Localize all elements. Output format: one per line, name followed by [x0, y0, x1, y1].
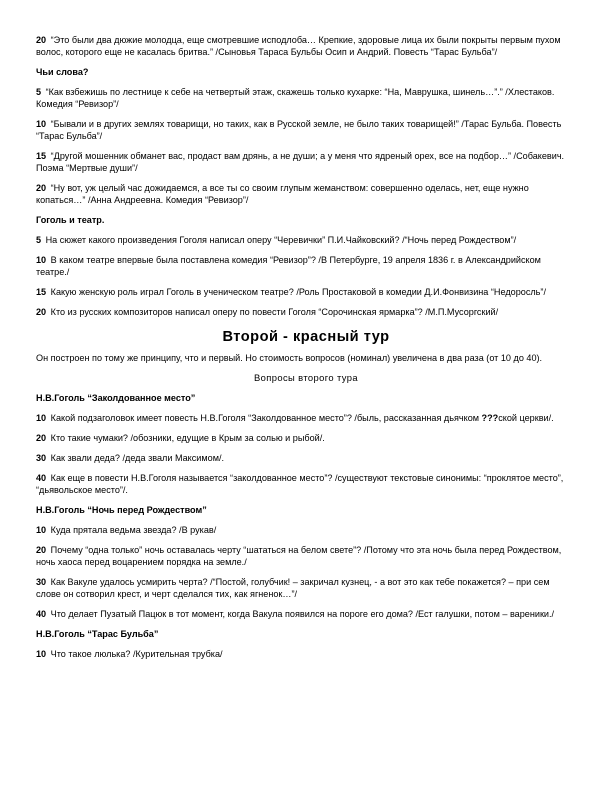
question-text: Что делает Пузатый Пацюк в тот момент, когда Вакула появился на пороге его дома? /Ест галушки, потом – вареники./ — [50, 609, 555, 619]
question-item — [36, 544, 576, 568]
question-text: Кто такие чумаки? /обозники, едущие в Крым за солью и рыбой/. — [50, 433, 325, 443]
question-points: 15 — [36, 151, 47, 161]
question-points: 5 — [36, 235, 42, 245]
question-text: Куда прятала ведьма звезда? /В рукав/ — [50, 525, 217, 535]
question-points: 10 — [36, 413, 47, 423]
section-heading: Н.В.Гоголь “Ночь перед Рождеством” — [36, 505, 207, 515]
question-points: 20 — [36, 183, 47, 193]
document-body — [36, 34, 576, 668]
question-text: “Другой мошенник обманет вас, продаст вам дрянь, а не души; а у меня что ядреный орех, все на подбор…” /Собакевич. Поэма “Мертвые души”/ — [36, 151, 565, 173]
question-text: Как звали деда? /деда звали Максимом/. — [50, 453, 225, 463]
question-text: Как Вакуле удалось усмирить черта? /“Постой, голубчик! – закричал кузнец, - а вот это как тебе покажется? – при сем слове он сотворил крест, и черт сделался тих, как ягненок…”/ — [36, 577, 550, 599]
question-text: Кто из русских композиторов написал оперу по повести Гоголя “Сорочинская ярмарка”? /М.П.Мусоргский/ — [50, 307, 499, 317]
section-heading: Н.В.Гоголь “Заколдованное место” — [36, 393, 196, 403]
question-points: 30 — [36, 577, 47, 587]
round-title: Второй - красный тур — [222, 329, 390, 345]
question-points: 30 — [36, 453, 47, 463]
question-item — [36, 234, 576, 246]
question-item — [36, 306, 576, 318]
section-heading: Н.В.Гоголь “Тарас Бульба” — [36, 629, 159, 639]
question-item — [36, 608, 576, 620]
question-text: “Это были два дюжие молодца, еще смотревшие исподлоба… Крепкие, здоровые лица их были покрыты первым пухом волос, которого еще не касалась бритва.” /Сыновья Тараса Бульбы Осип и Андрий. Повесть “Тарас Бульба”/ — [36, 35, 561, 57]
question-points: 20 — [36, 307, 47, 317]
question-item — [36, 576, 576, 600]
section-heading: Гоголь и театр. — [36, 215, 105, 225]
question-item — [36, 34, 576, 58]
question-item — [36, 472, 576, 496]
question-points: 40 — [36, 473, 47, 483]
question-item — [36, 254, 576, 278]
question-points: 10 — [36, 255, 47, 265]
question-text: “Ну вот, уж целый час дожидаемся, а все ты со своим глупым жеманством: совершенно оделась, нет, еще нужно копаться…” /Анна Андреевна. Комедия “Ревизор”/ — [36, 183, 529, 205]
question-text-tail: ской церкви/. — [498, 413, 554, 423]
question-item — [36, 432, 576, 444]
question-text: Почему “одна только” ночь оставалась черту “шататься на белом свете”? /Потому что эта ночь была перед Рождеством, ночь хаоса перед воцарением порядка на земле./ — [36, 545, 562, 567]
question-text: “Бывали и в других землях товарищи, но таких, как в Русской земле, не было таких товарищей!” /Тарас Бульба. Повесть “Тарас Бульба”/ — [36, 119, 562, 141]
question-item — [36, 286, 576, 298]
question-item — [36, 412, 576, 424]
body-paragraph: Он построен по тому же принципу, что и первый. Но стоимость вопросов (номинал) увеличена в два раза (от 10 до 40). — [36, 353, 543, 363]
question-text: “Как взбежишь по лестнице к себе на четвертый этаж, скажешь только кухарке: “На, Маврушка, шинель…”.” /Хлестаков. Комедия “Ревизор”/ — [36, 87, 555, 109]
question-points: 40 — [36, 609, 47, 619]
question-text: На сюжет какого произведения Гоголя написал оперу “Черевички” П.И.Чайковский? /“Ночь перед Рождеством”/ — [45, 235, 517, 245]
question-points: 15 — [36, 287, 47, 297]
question-item — [36, 452, 576, 464]
question-text: В каком театре впервые была поставлена комедия “Ревизор”? /В Петербурге, 19 апреля 1836 г. в Александрийском театре./ — [36, 255, 541, 277]
question-points: 5 — [36, 87, 42, 97]
question-points: 10 — [36, 525, 47, 535]
question-points: 10 — [36, 119, 47, 129]
section-heading: Чьи слова? — [36, 67, 89, 77]
question-item — [36, 150, 576, 174]
question-points: 20 — [36, 35, 47, 45]
question-points: 20 — [36, 433, 47, 443]
question-bold-fragment: ??? — [481, 413, 499, 423]
question-item — [36, 524, 576, 536]
question-item — [36, 648, 576, 660]
question-item — [36, 86, 576, 110]
question-points: 20 — [36, 545, 47, 555]
question-text: Что такое люлька? /Курительная трубка/ — [50, 649, 223, 659]
question-text: Как еще в повести Н.В.Гоголя называется “заколдованное место”? /существуют текстовые синонимы: “проклятое место”, “дьявольское место”/. — [36, 473, 564, 495]
question-points: 10 — [36, 649, 47, 659]
question-text: Какую женскую роль играл Гоголь в ученическом театре? /Роль Простаковой в комедии Д.И.Фонвизина “Недоросль”/ — [50, 287, 546, 297]
question-item — [36, 118, 576, 142]
round-subtitle: Вопросы второго тура — [253, 372, 359, 383]
question-item — [36, 182, 576, 206]
question-text: Какой подзаголовок имеет повесть Н.В.Гоголя “Заколдованное место”? /быль, рассказанная дьячком — [50, 413, 482, 423]
